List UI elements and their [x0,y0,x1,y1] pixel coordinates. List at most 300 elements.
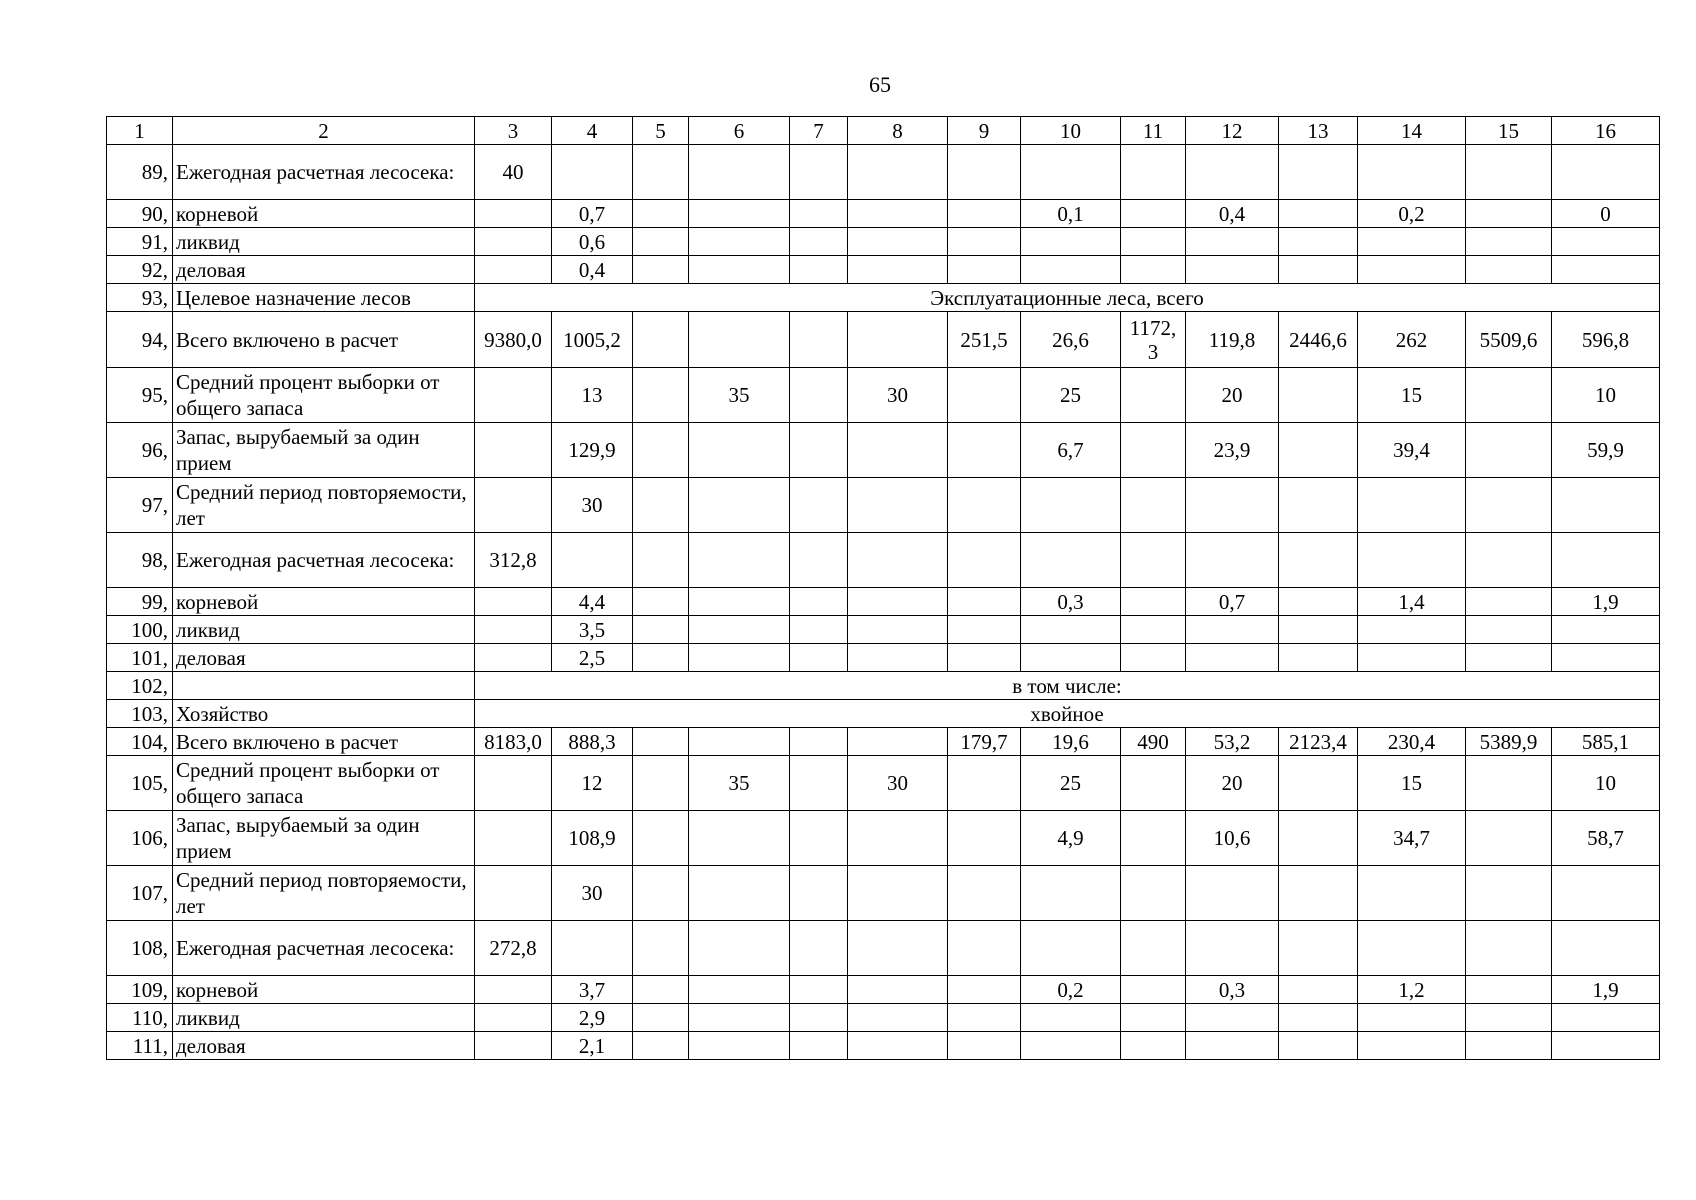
value-cell [689,1032,790,1060]
value-cell: 585,1 [1552,728,1660,756]
value-cell: 2123,4 [1279,728,1358,756]
header-cell: 8 [848,117,948,145]
value-cell [848,200,948,228]
value-cell [475,228,552,256]
value-cell [689,616,790,644]
value-cell [1279,256,1358,284]
table-row [107,533,1660,588]
value-cell [1021,616,1121,644]
value-cell [1121,478,1186,533]
value-cell: 5509,6 [1466,312,1552,368]
value-cell [1466,1032,1552,1060]
table-row [107,284,1660,312]
table-row [107,866,1660,921]
value-cell [1466,423,1552,478]
value-cell [1186,533,1279,588]
row-number-cell: 107, [107,866,173,921]
value-cell [1552,616,1660,644]
value-cell [1186,1032,1279,1060]
value-cell [1021,533,1121,588]
value-cell [948,228,1021,256]
row-label-cell: Всего включено в расчет [173,728,475,756]
table-row [107,1032,1660,1060]
value-cell [475,423,552,478]
value-cell: 119,8 [1186,312,1279,368]
value-cell [1466,533,1552,588]
value-cell [1466,478,1552,533]
value-cell [633,588,689,616]
value-cell [552,145,633,200]
value-cell [948,811,1021,866]
row-number-cell: 100, [107,616,173,644]
header-cell: 3 [475,117,552,145]
page-number: 65 [869,72,891,97]
value-cell [1186,145,1279,200]
value-cell [1121,1032,1186,1060]
value-cell: 25 [1021,368,1121,423]
row-number-cell: 103, [107,700,173,728]
row-number-cell: 91, [107,228,173,256]
value-cell [1552,1004,1660,1032]
value-cell [1279,811,1358,866]
value-cell [790,1032,848,1060]
row-number-cell: 90, [107,200,173,228]
table-row [107,921,1660,976]
value-cell [948,616,1021,644]
value-cell [689,976,790,1004]
value-cell [633,976,689,1004]
value-cell: 15 [1358,368,1466,423]
value-cell [948,1032,1021,1060]
value-cell: 40 [475,145,552,200]
row-label-cell: Средний процент выборки от общего запаса [173,756,475,811]
value-cell: 15 [1358,756,1466,811]
value-cell: 10 [1552,368,1660,423]
value-cell [1121,866,1186,921]
value-cell [848,644,948,672]
value-cell [848,588,948,616]
value-cell [1279,478,1358,533]
value-cell: 30 [552,866,633,921]
value-cell [1121,200,1186,228]
value-cell [948,921,1021,976]
value-cell [1279,756,1358,811]
table-row [107,423,1660,478]
value-cell [790,644,848,672]
value-cell [1552,228,1660,256]
value-cell [848,533,948,588]
value-cell [633,811,689,866]
value-cell [948,368,1021,423]
header-cell: 4 [552,117,633,145]
value-cell [1186,256,1279,284]
value-cell: 58,7 [1552,811,1660,866]
value-cell [633,921,689,976]
value-cell [790,145,848,200]
value-cell [1121,811,1186,866]
value-cell [1021,921,1121,976]
value-cell [1358,921,1466,976]
value-cell [948,866,1021,921]
row-label-cell: Ежегодная расчетная лесосека: [173,533,475,588]
table-row [107,1004,1660,1032]
value-cell [1466,1004,1552,1032]
spanning-cell: в том числе: [475,672,1660,700]
value-cell [633,228,689,256]
value-cell [1121,423,1186,478]
row-label-cell [173,672,475,700]
header-cell: 7 [790,117,848,145]
table-row [107,200,1660,228]
value-cell: 0,1 [1021,200,1121,228]
value-cell [1466,976,1552,1004]
value-cell [948,478,1021,533]
value-cell [1466,866,1552,921]
value-cell [689,588,790,616]
value-cell [475,588,552,616]
value-cell [1121,616,1186,644]
table-row [107,976,1660,1004]
table-row [107,728,1660,756]
value-cell [552,921,633,976]
value-cell: 2,5 [552,644,633,672]
value-cell [633,423,689,478]
value-cell: 35 [689,756,790,811]
value-cell [948,976,1021,1004]
header-cell: 10 [1021,117,1121,145]
value-cell [1466,921,1552,976]
row-label-cell: корневой [173,200,475,228]
value-cell [475,1004,552,1032]
value-cell [633,533,689,588]
row-number-cell: 106, [107,811,173,866]
value-cell [848,256,948,284]
table-row [107,256,1660,284]
value-cell: 23,9 [1186,423,1279,478]
value-cell: 0,2 [1358,200,1466,228]
table-row [107,145,1660,200]
value-cell [1186,921,1279,976]
value-cell [1121,756,1186,811]
row-label-cell: Средний процент выборки от общего запаса [173,368,475,423]
value-cell [790,728,848,756]
value-cell [1466,228,1552,256]
row-label-cell: Ежегодная расчетная лесосека: [173,145,475,200]
value-cell [1552,866,1660,921]
value-cell [1021,256,1121,284]
table-row [107,644,1660,672]
value-cell [1358,644,1466,672]
table-header-row [107,117,1660,145]
value-cell [1358,1032,1466,1060]
value-cell [848,1004,948,1032]
row-number-cell: 108, [107,921,173,976]
value-cell [1121,921,1186,976]
value-cell: 0,4 [1186,200,1279,228]
value-cell [948,756,1021,811]
value-cell: 108,9 [552,811,633,866]
value-cell: 0,6 [552,228,633,256]
value-cell [848,423,948,478]
row-label-cell: корневой [173,588,475,616]
value-cell [790,1004,848,1032]
data-table [106,116,1660,1060]
value-cell [689,423,790,478]
value-cell [948,533,1021,588]
header-cell: 9 [948,117,1021,145]
table-row [107,616,1660,644]
value-cell [633,145,689,200]
value-cell [1279,423,1358,478]
table-row [107,700,1660,728]
value-cell [790,256,848,284]
value-cell [1121,1004,1186,1032]
value-cell [948,423,1021,478]
value-cell [1358,616,1466,644]
value-cell: 262 [1358,312,1466,368]
value-cell [1358,1004,1466,1032]
value-cell [790,533,848,588]
value-cell: 53,2 [1186,728,1279,756]
row-number-cell: 104, [107,728,173,756]
row-number-cell: 109, [107,976,173,1004]
value-cell [475,756,552,811]
value-cell [475,200,552,228]
row-label-cell: деловая [173,1032,475,1060]
value-cell [790,228,848,256]
value-cell: 6,7 [1021,423,1121,478]
value-cell: 35 [689,368,790,423]
header-cell: 16 [1552,117,1660,145]
value-cell [1358,478,1466,533]
value-cell [1279,200,1358,228]
row-label-cell: Запас, вырубаемый за один прием [173,811,475,866]
value-cell [633,1032,689,1060]
row-label-cell: Хозяйство [173,700,475,728]
value-cell [1121,644,1186,672]
value-cell [1358,145,1466,200]
value-cell [475,976,552,1004]
value-cell [848,616,948,644]
value-cell [1279,976,1358,1004]
value-cell [848,1032,948,1060]
value-cell: 0,7 [552,200,633,228]
row-label-cell: ликвид [173,616,475,644]
value-cell [1186,228,1279,256]
value-cell: 3,7 [552,976,633,1004]
value-cell: 1005,2 [552,312,633,368]
value-cell [1358,533,1466,588]
value-cell [1021,644,1121,672]
value-cell [1021,228,1121,256]
value-cell: 0,4 [552,256,633,284]
value-cell [689,1004,790,1032]
value-cell [1552,644,1660,672]
value-cell: 10 [1552,756,1660,811]
row-label-cell: ликвид [173,228,475,256]
value-cell [633,866,689,921]
value-cell: 4,4 [552,588,633,616]
value-cell: 1172, 3 [1121,312,1186,368]
row-number-cell: 95, [107,368,173,423]
value-cell [689,256,790,284]
value-cell [1021,145,1121,200]
value-cell [475,368,552,423]
table-row [107,312,1660,368]
value-cell [790,976,848,1004]
value-cell [1186,1004,1279,1032]
header-cell: 1 [107,117,173,145]
value-cell: 10,6 [1186,811,1279,866]
value-cell: 19,6 [1021,728,1121,756]
row-label-cell: корневой [173,976,475,1004]
value-cell [689,728,790,756]
value-cell [633,728,689,756]
value-cell [948,588,1021,616]
value-cell [790,423,848,478]
value-cell [1279,866,1358,921]
row-number-cell: 89, [107,145,173,200]
value-cell [790,478,848,533]
value-cell [948,256,1021,284]
value-cell: 2,9 [552,1004,633,1032]
row-number-cell: 99, [107,588,173,616]
row-number-cell: 110, [107,1004,173,1032]
row-label-cell: Запас, вырубаемый за один прием [173,423,475,478]
value-cell [790,921,848,976]
value-cell: 129,9 [552,423,633,478]
value-cell [475,811,552,866]
header-cell: 6 [689,117,790,145]
value-cell [689,200,790,228]
value-cell [1021,866,1121,921]
value-cell [848,866,948,921]
value-cell [1186,616,1279,644]
value-cell [1021,1004,1121,1032]
table-row [107,811,1660,866]
value-cell [790,312,848,368]
value-cell [848,145,948,200]
value-cell [1186,866,1279,921]
row-number-cell: 94, [107,312,173,368]
value-cell [848,811,948,866]
value-cell: 39,4 [1358,423,1466,478]
value-cell [1279,533,1358,588]
value-cell [633,478,689,533]
header-cell: 5 [633,117,689,145]
value-cell [848,478,948,533]
value-cell: 0,3 [1021,588,1121,616]
value-cell: 490 [1121,728,1186,756]
value-cell [1186,478,1279,533]
value-cell [790,588,848,616]
value-cell [689,312,790,368]
row-label-cell: ликвид [173,1004,475,1032]
value-cell: 179,7 [948,728,1021,756]
row-number-cell: 102, [107,672,173,700]
value-cell [689,478,790,533]
value-cell [790,200,848,228]
table-row [107,228,1660,256]
value-cell: 3,5 [552,616,633,644]
value-cell [790,756,848,811]
value-cell [1121,228,1186,256]
value-cell [633,368,689,423]
value-cell [475,1032,552,1060]
value-cell: 4,9 [1021,811,1121,866]
row-number-cell: 97, [107,478,173,533]
value-cell [848,921,948,976]
value-cell [1279,921,1358,976]
value-cell [633,312,689,368]
value-cell [1466,588,1552,616]
value-cell [1466,145,1552,200]
header-cell: 2 [173,117,475,145]
value-cell [948,200,1021,228]
value-cell [1121,588,1186,616]
value-cell: 888,3 [552,728,633,756]
value-cell: 30 [848,756,948,811]
value-cell [1552,1032,1660,1060]
value-cell [948,145,1021,200]
value-cell: 2446,6 [1279,312,1358,368]
value-cell [1466,368,1552,423]
header-cell: 15 [1466,117,1552,145]
spanning-cell: хвойное [475,700,1660,728]
value-cell [689,644,790,672]
value-cell [1279,588,1358,616]
value-cell: 596,8 [1552,312,1660,368]
value-cell [848,728,948,756]
value-cell [1358,256,1466,284]
value-cell [1552,921,1660,976]
value-cell [1552,533,1660,588]
value-cell: 34,7 [1358,811,1466,866]
value-cell [1466,616,1552,644]
row-number-cell: 101, [107,644,173,672]
value-cell [689,145,790,200]
value-cell: 5389,9 [1466,728,1552,756]
value-cell: 312,8 [475,533,552,588]
row-label-cell: деловая [173,644,475,672]
value-cell [1466,644,1552,672]
row-number-cell: 92, [107,256,173,284]
value-cell [790,616,848,644]
value-cell: 8183,0 [475,728,552,756]
value-cell: 230,4 [1358,728,1466,756]
value-cell [848,976,948,1004]
value-cell: 25 [1021,756,1121,811]
value-cell: 1,2 [1358,976,1466,1004]
header-cell: 12 [1186,117,1279,145]
value-cell: 0,7 [1186,588,1279,616]
table-row [107,756,1660,811]
value-cell [1279,616,1358,644]
value-cell: 59,9 [1552,423,1660,478]
value-cell [1121,533,1186,588]
value-cell [948,1004,1021,1032]
value-cell [1121,145,1186,200]
value-cell [1186,644,1279,672]
value-cell: 1,9 [1552,976,1660,1004]
table-row [107,478,1660,533]
value-cell [689,228,790,256]
value-cell [689,811,790,866]
value-cell [475,478,552,533]
value-cell [475,256,552,284]
value-cell [948,644,1021,672]
row-label-cell: Всего включено в расчет [173,312,475,368]
